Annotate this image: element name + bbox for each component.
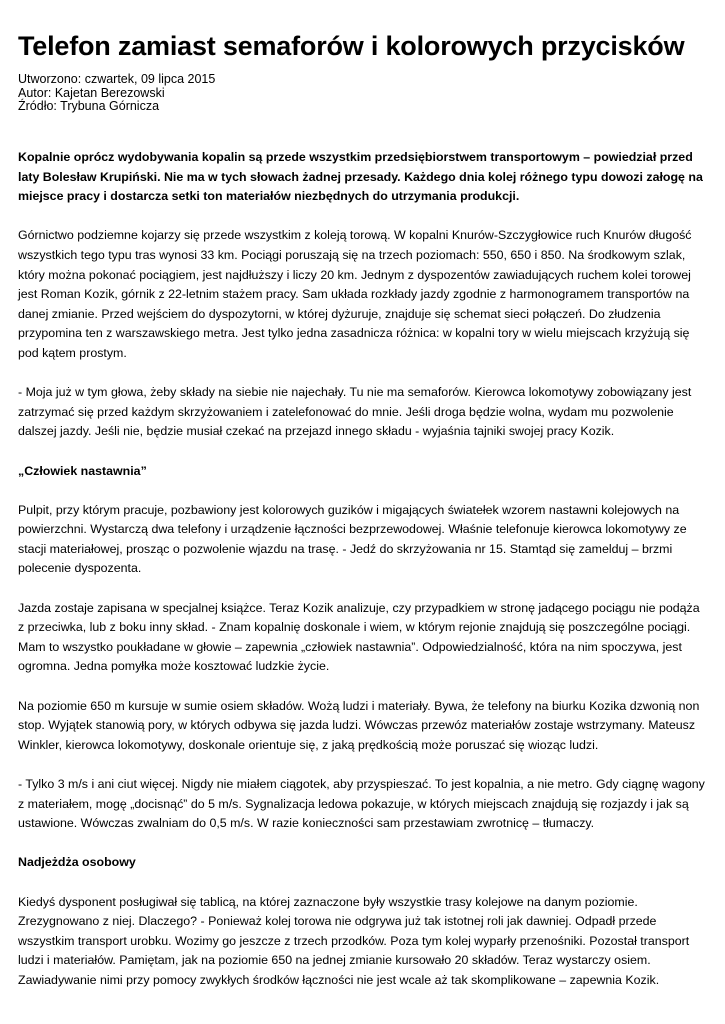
paragraph: Kiedyś dysponent posługiwał się tablicą, na której zaznaczone były wszystkie trasy kolejowe na danym poziomie. Zrezygnowano z niej. Dlaczego? - Ponieważ kolej torowa nie odgrywa już tak istotnej roli jak dawniej. Odpadł przede wszystkim transport urobku. Wozimy go jeszcze z trzech przodków. Poza tym kolej wyparły przenośniki. Pozostał transport ludzi i materiałów. Pamiętam, jak na poziomie 650 na jednej zmianie kursowało 20 składów. Teraz wystarczy osiem. Zawiadywanie nimi przy pomocy zwykłych środków łączności nie jest wcale aż tak skomplikowane – zapewnia Kozik. xyxy=(18,894,690,987)
section-heading: „Człowiek nastawnia” xyxy=(18,463,147,478)
author: Autor: Kajetan Berezowski xyxy=(18,85,165,100)
paragraph: Jazda zostaje zapisana w specjalnej książce. Teraz Kozik analizuje, czy przypadkiem w stronę jadącego pociągu nie podąża z przeciwka, lub z boku inny skład. - Znam kopalnię doskonale i wiem, w którym rejonie znajdują się poszczególne pociągi. Mam to wszystko poukładane w głowie – zapewnia „człowiek nastawnia”. Odpowiedzialność, która na nim spoczywa, jest ogromna. Jedna pomyłka może kosztować ludzkie życie. xyxy=(18,600,700,674)
paragraph: Górnictwo podziemne kojarzy się przede wszystkim z koleją torową. W kopalni Knurów-Szczygłowice ruch Knurów długość wszystkich tego typu tras wynosi 33 km. Pociągi poruszają się na trzech poziomach: 550, 650 i 850. Na środkowym szlak, który można pokonać pociągiem, jest najdłuższy i liczy 20 km. Jednym z dyspozentów zawiadujących ruchem kolei torowej jest Roman Kozik, górnik z 22-letnim stażem pracy. Sam układa rozkłady jazdy zgodnie z harmonogramem transportów na danej zmianie. Przed wejściem do dyspozytorni, w której dyżuruje, znajduje się schemat sieci połączeń. Do złudzenia przypomina ten z warszawskiego metra. Jest tylko jedna zasadnicza różnica: w kopalni tory w wielu miejscach krzyżują się pod kątem prostym. xyxy=(18,228,692,360)
source: Źródło: Trybuna Górnicza xyxy=(18,99,160,113)
article-meta xyxy=(18,73,215,114)
lead-paragraph: Kopalnie oprócz wydobywania kopalin są przede wszystkim przedsiębiorstwem transportowym – powiedział przed laty Bolesław Krupiński. Nie ma w tych słowach żadnej przesady. Każdego dnia kolej różnego typu dowozi załogę na miejsce pracy i dostarcza setki ton materiałów niezbędnych do utrzymania produkcji. xyxy=(18,150,703,204)
paragraph: - Tylko 3 m/s i ani ciut więcej. Nigdy nie miałem ciągotek, aby przyspieszać. To jest kopalnia, a nie metro. Gdy ciągnę wagony z materiałem, mogę „docisnąć” do 5 m/s. Sygnalizacja ledowa pokazuje, w których miejscach znajdują się rozjazdy i jak są ustawione. Wówczas zwalniam do 0,5 m/s. W razie konieczności sam przestawiam zwrotnicę – tłumaczy. xyxy=(18,777,705,831)
created-date: Utworzono: czwartek, 09 lipca 2015 xyxy=(18,72,216,86)
paragraph: Pulpit, przy którym pracuje, pozbawiony jest kolorowych guzików i migających światełek wzorem nastawni kolejowych na powierzchni. Wystarczą dwa telefony i urządzenie łączności bezprzewodowej. Właśnie telefonuje kierowca lokomotywy ze stacji materiałowej, prosząc o pozwolenie wjazdu na trasę. - Jedź do skrzyżowania nr 15. Stamtąd się zamelduj – brzmi polecenie dyspozenta. xyxy=(18,502,687,576)
article-title: Telefon zamiast semaforów i kolorowych przycisków xyxy=(18,31,685,61)
paragraph: - Moja już w tym głowa, żeby składy na siebie nie najechały. Tu nie ma semaforów. Kierowca lokomotywy zobowiązany jest zatrzymać się przed każdym skrzyżowaniem i zatelefonować do mnie. Jeśli droga będzie wolna, wydam mu pozwolenie dalszej jazdy. Jeśli nie, będzie musiał czekać na przejazd innego składu - wyjaśnia tajniki swojej pracy Kozik. xyxy=(18,385,692,439)
article-body xyxy=(18,148,708,1010)
paragraph: Na poziomie 650 m kursuje w sumie osiem składów. Wożą ludzi i materiały. Bywa, że telefony na biurku Kozika dzwonią non stop. Wyjątek stanowią pory, w których odbywa się jazda ludzi. Wówczas przewóz materiałów zostaje wstrzymany. Mateusz Winkler, kierowca lokomotywy, doskonale orientuje się, z jaką prędkością może poruszać się wioząc ludzi. xyxy=(18,698,700,752)
section-heading: Nadjeżdża osobowy xyxy=(18,855,136,870)
